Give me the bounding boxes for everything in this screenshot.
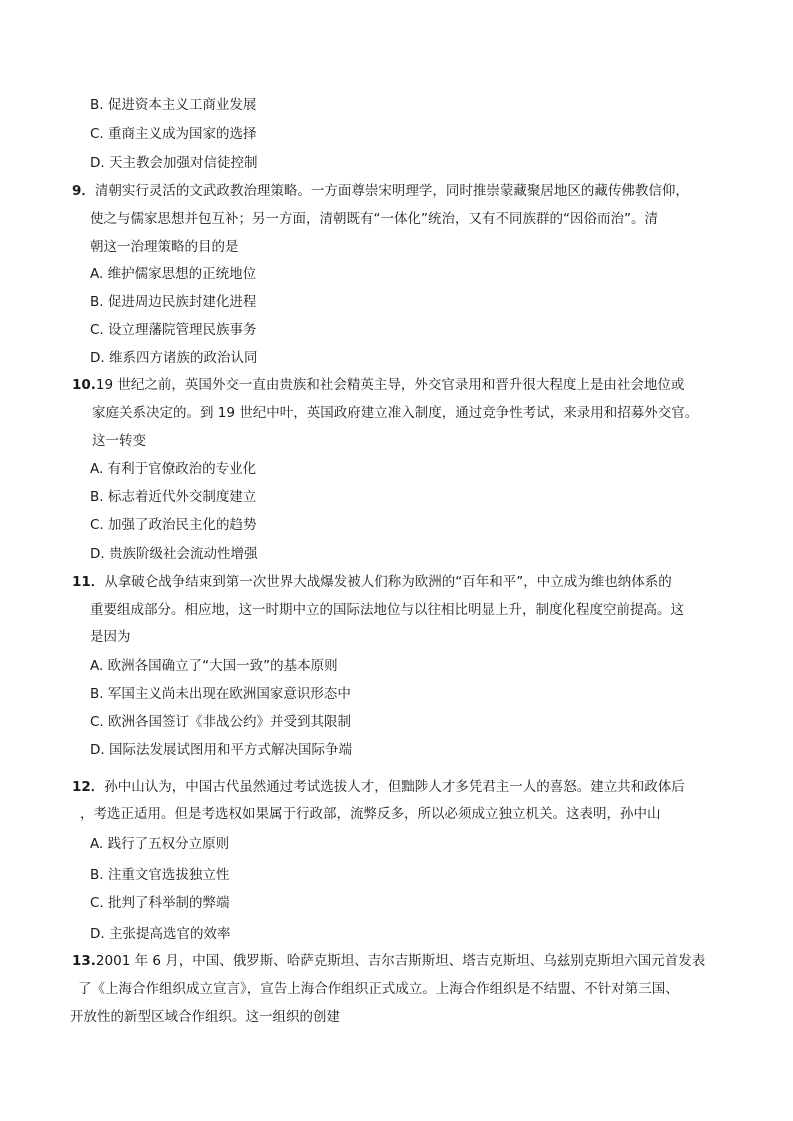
q11-option-d: D. 国际法发展试图用和平方式解决国际争端	[90, 742, 352, 758]
q9-option-a: A. 维护儒家思想的正统地位	[90, 266, 257, 282]
q10-option-b: B. 标志着近代外交制度建立	[90, 489, 257, 505]
q10-stem-text-1: 19 世纪之前，英国外交一直由贵族和社会精英主导，外交官录用和晋升很大程度上是由社会地位或	[95, 377, 685, 393]
q10-stem-line-3: 这一转变	[92, 433, 146, 449]
q9-number: 9．	[72, 183, 95, 199]
q10-option-c: C. 加强了政治民主化的趋势	[90, 517, 257, 533]
q9-option-c: C. 设立理藩院管理民族事务	[90, 322, 257, 338]
q11-stem-line-3: 是因为	[90, 629, 131, 645]
q10-option-a: A. 有利于官僚政治的专业化	[90, 461, 257, 477]
q9-stem-text-1: 清朝实行灵活的文武政教治理策略。一方面尊崇宋明理学，同时推崇蒙藏聚居地区的藏传佛教信仰，	[94, 183, 689, 199]
q12-stem-text-1: 孙中山认为，中国古代虽然通过考试选拔人才，但黜陟人才多凭君主一人的喜怒。建立共和政体后	[104, 779, 685, 795]
q12-option-d: D. 主张提高选官的效率	[90, 926, 231, 942]
q9-option-b: B. 促进周边民族封建化进程	[90, 294, 257, 310]
q10-stem-line-1	[72, 375, 684, 395]
q12-option-a: A. 践行了五权分立原则	[90, 836, 230, 852]
q9-stem-line-2: 使之与儒家思想并包互补；另一方面，清朝既有“一体化”统治，又有不同族群的“因俗而治”。清	[90, 211, 658, 227]
q13-stem-line-2: 了《上海合作组织成立宣言》，宣告上海合作组织正式成立。上海合作组织是不结盟、不针对第三国、	[78, 981, 679, 997]
q9-option-d: D. 维系四方诸族的政治认同	[90, 350, 258, 366]
q11-stem-line-2: 重要组成部分。相应地，这一时期中立的国际法地位与以往相比明显上升，制度化程度空前提高。这	[90, 602, 684, 618]
q12-stem-line-1	[72, 777, 685, 797]
q12-stem-line-2: ，考选正适用。但是考选权如果属于行政部，流弊反多，所以必须成立独立机关。这表明，孙中山	[80, 806, 661, 822]
q12-number: 12．	[72, 779, 105, 795]
q9-stem-line-3: 朝这一治理策略的目的是	[90, 239, 239, 255]
q13-stem-line-1	[72, 951, 705, 971]
q8-option-d: D. 天主教会加强对信徒控制	[90, 155, 258, 171]
q12-option-b: B. 注重文官选拔独立性	[90, 867, 230, 883]
q13-number: 13.	[72, 953, 96, 969]
q13-stem-text-1: 2001 年 6 月，中国、俄罗斯、哈萨克斯坦、吉尔吉斯斯坦、塔吉克斯坦、乌兹别克斯坦六国元首发表	[95, 953, 706, 969]
q9-stem-line-1	[72, 181, 689, 201]
q11-stem-line-1	[72, 572, 672, 592]
q11-option-a: A. 欧洲各国确立了“大国一致”的基本原则	[90, 658, 338, 674]
q11-number: 11．	[72, 574, 105, 590]
q10-stem-line-2: 家庭关系决定的。到 19 世纪中叶，英国政府建立准入制度，通过竞争性考试，来录用和招募外交官。	[92, 405, 699, 421]
q11-option-b: B. 军国主义尚未出现在欧洲国家意识形态中	[90, 686, 351, 702]
q8-option-b: B. 促进资本主义工商业发展	[90, 97, 257, 113]
q11-stem-text-1: 从拿破仑战争结束到第一次世界大战爆发被人们称为欧洲的“百年和平”，中立成为维也纳体系的	[104, 574, 672, 590]
q10-number: 10.	[72, 377, 96, 393]
q13-stem-line-3: 开放性的新型区域合作组织。这一组织的创建	[70, 1009, 340, 1025]
q10-option-d: D. 贵族阶级社会流动性增强	[90, 546, 258, 562]
q8-option-c: C. 重商主义成为国家的选择	[90, 126, 257, 142]
q11-option-c: C. 欧洲各国签订《非战公约》并受到其限制	[90, 714, 352, 730]
q12-option-c: C. 批判了科举制的弊端	[90, 895, 230, 911]
